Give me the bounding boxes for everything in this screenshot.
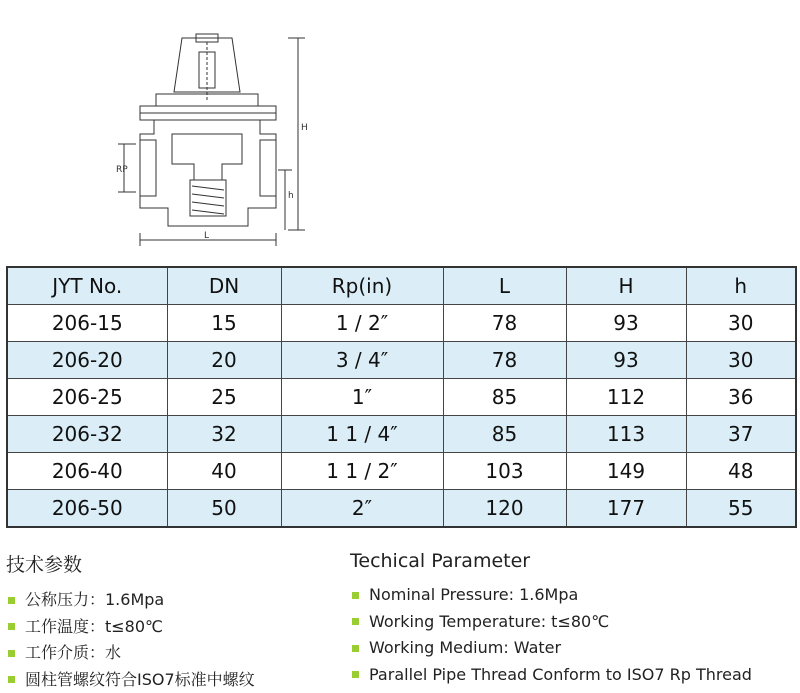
list-item: [6, 640, 255, 667]
cell-l: 78: [443, 305, 566, 342]
params-en-section: [350, 550, 752, 688]
cell-rp: 2″: [281, 490, 443, 528]
square-bullet-icon: [8, 597, 15, 604]
spec-table: [6, 266, 797, 528]
header-h-upper: H: [566, 267, 686, 305]
list-item: [6, 667, 255, 693]
list-item: [350, 609, 752, 636]
cell-l: 78: [443, 342, 566, 379]
cell-h-upper: 112: [566, 379, 686, 416]
cell-h-lower: 30: [686, 305, 796, 342]
square-bullet-icon: [352, 618, 359, 625]
cell-l: 85: [443, 379, 566, 416]
list-item: [6, 587, 255, 614]
cell-h-lower: 36: [686, 379, 796, 416]
cell-jyt-no: 206-40: [7, 453, 167, 490]
cell-rp: 1 / 2″: [281, 305, 443, 342]
param-text: Nominal Pressure: 1.6Mpa: [369, 585, 579, 604]
valve-drawing: [110, 30, 310, 250]
param-text: 工作介质：水: [25, 643, 122, 662]
dim-label-L: L: [204, 231, 210, 241]
cell-dn: 20: [167, 342, 281, 379]
square-bullet-icon: [8, 676, 15, 683]
cell-h-lower: 37: [686, 416, 796, 453]
cell-h-lower: 30: [686, 342, 796, 379]
table-row: [7, 342, 796, 379]
param-text: Working Temperature: t≤80℃: [369, 611, 610, 631]
cell-h-upper: 93: [566, 342, 686, 379]
table-row: [7, 453, 796, 490]
cell-l: 103: [443, 453, 566, 490]
cell-h-upper: 93: [566, 305, 686, 342]
dim-label-H: H: [301, 123, 308, 133]
header-l: L: [443, 267, 566, 305]
list-item: [6, 614, 255, 641]
list-item: [350, 635, 752, 662]
cell-rp: 1 1 / 4″: [281, 416, 443, 453]
cell-dn: 25: [167, 379, 281, 416]
dim-label-h: h: [288, 191, 294, 201]
cell-dn: 15: [167, 305, 281, 342]
cell-rp: 3 / 4″: [281, 342, 443, 379]
cell-rp: 1″: [281, 379, 443, 416]
cell-jyt-no: 206-25: [7, 379, 167, 416]
square-bullet-icon: [352, 592, 359, 599]
cell-h-upper: 113: [566, 416, 686, 453]
cell-dn: 50: [167, 490, 281, 528]
cell-h-upper: 149: [566, 453, 686, 490]
cell-h-upper: 177: [566, 490, 686, 528]
param-text: 圆柱管螺纹符合ISO7标准中螺纹: [25, 669, 255, 689]
header-dn: DN: [167, 267, 281, 305]
cell-rp: 1 1 / 2″: [281, 453, 443, 490]
table-row: [7, 305, 796, 342]
cell-jyt-no: 206-15: [7, 305, 167, 342]
cell-l: 120: [443, 490, 566, 528]
table-row: [7, 416, 796, 453]
square-bullet-icon: [352, 671, 359, 678]
cell-h-lower: 55: [686, 490, 796, 528]
params-cn-section: [6, 550, 255, 693]
params-cn-list: [6, 587, 255, 693]
params-cn-title: 技术参数: [6, 554, 83, 576]
cell-dn: 32: [167, 416, 281, 453]
cell-l: 85: [443, 416, 566, 453]
cell-dn: 40: [167, 453, 281, 490]
dim-label-RP: RP: [116, 165, 128, 175]
list-item: [350, 662, 752, 689]
param-text: Working Medium: Water: [369, 638, 562, 657]
params-en-list: [350, 582, 752, 688]
square-bullet-icon: [352, 645, 359, 652]
cell-jyt-no: 206-20: [7, 342, 167, 379]
list-item: [350, 582, 752, 609]
square-bullet-icon: [8, 623, 15, 630]
params-en-title: Techical Parameter: [350, 550, 531, 572]
table-row: [7, 490, 796, 528]
header-rp: Rp(in): [281, 267, 443, 305]
cell-jyt-no: 206-32: [7, 416, 167, 453]
cell-jyt-no: 206-50: [7, 490, 167, 528]
cell-h-lower: 48: [686, 453, 796, 490]
table-header-row: [7, 267, 796, 305]
param-text: 公称压力：1.6Mpa: [25, 590, 165, 609]
param-text: Parallel Pipe Thread Conform to ISO7 Rp Thread: [369, 664, 752, 684]
header-jyt-no: JYT No.: [7, 267, 167, 305]
table-row: [7, 379, 796, 416]
param-text: 工作温度：t≤80℃: [25, 616, 164, 636]
square-bullet-icon: [8, 650, 15, 657]
header-h-lower: h: [686, 267, 796, 305]
